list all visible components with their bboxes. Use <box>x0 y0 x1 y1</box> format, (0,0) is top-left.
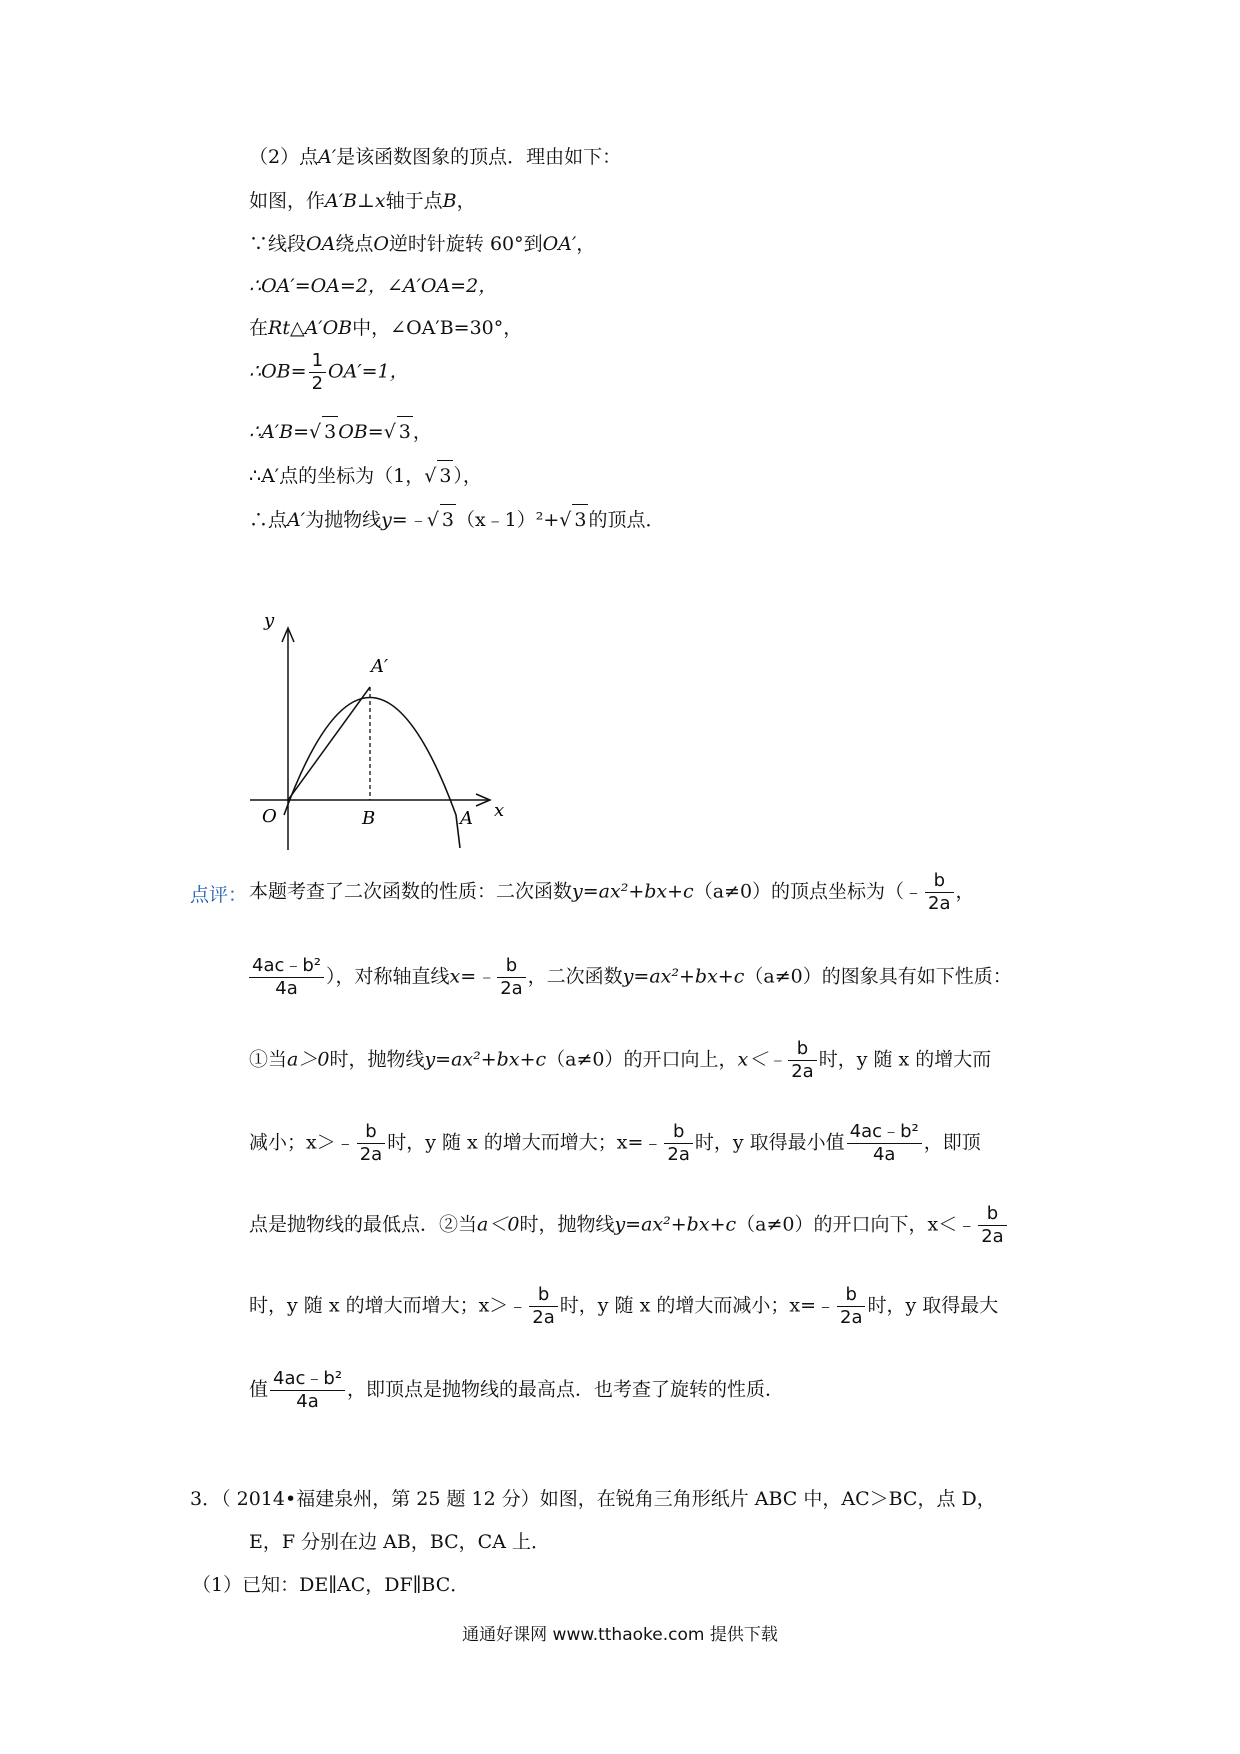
radicand: 3 <box>322 416 338 447</box>
numerator: 4ac﹣b² <box>270 1368 345 1391</box>
math-expr: y=﹣ <box>381 509 427 531</box>
text: （2）点 <box>249 146 319 168</box>
text: （a≠0）的开口向下，x＜﹣ <box>736 1213 977 1236</box>
sqrt-icon: √ <box>559 509 572 531</box>
text: 逆时针旋转 60°到 <box>388 233 543 255</box>
numerator: 4ac﹣b² <box>249 955 324 978</box>
solution-line-9 <box>249 504 665 535</box>
text: ①当 <box>249 1048 288 1071</box>
text: ， <box>955 880 975 903</box>
text: 为抛物线 <box>305 509 382 531</box>
solution-line-3 <box>249 229 595 259</box>
label-a: A <box>460 808 473 829</box>
solution-line-5 <box>249 313 522 343</box>
text: 点是抛物线的最低点．②当 <box>249 1213 478 1236</box>
fraction <box>837 1284 865 1329</box>
numerator: b <box>837 1284 865 1307</box>
math-expr: ∴A′B= <box>249 421 310 443</box>
review-line-7 <box>249 1368 784 1413</box>
math-expr: （x﹣1）²+ <box>455 509 560 531</box>
fraction <box>847 1121 922 1166</box>
radicand: 3 <box>572 504 588 535</box>
text: 时，y 取得最小值 <box>694 1131 845 1154</box>
math-expr: A′B⊥x <box>325 190 386 212</box>
text: 绕点 <box>335 233 374 255</box>
review-line-5 <box>249 1203 1009 1248</box>
solution-line-2 <box>249 186 476 216</box>
text: 中，∠OA′B=30°， <box>352 317 523 339</box>
math-expr: OA′=1， <box>328 360 409 383</box>
sqrt-icon: √ <box>383 421 396 443</box>
fraction <box>497 955 525 1000</box>
text: 时，抛物线 <box>519 1213 615 1236</box>
denominator: 2a <box>667 1144 690 1165</box>
math-var: A′ <box>318 146 337 168</box>
denominator: 2a <box>532 1307 555 1328</box>
denominator: 4a <box>296 1391 319 1412</box>
math-expr: a＞0 <box>287 1048 330 1071</box>
text: 的顶点． <box>588 509 665 531</box>
label-b: B <box>362 808 376 829</box>
denominator: 2a <box>928 893 951 914</box>
numerator: 4ac﹣b² <box>847 1121 922 1144</box>
fraction <box>249 955 324 1000</box>
denominator: 2a <box>359 1144 383 1165</box>
text: 时，y 随 x 的增大而减小；x=﹣ <box>559 1294 835 1317</box>
math-expr: y=ax²+bx+c <box>614 1213 737 1236</box>
label-x: x <box>494 800 505 821</box>
problem3-line-3: （1）已知：DE∥AC，DF∥BC． <box>192 1574 470 1596</box>
numerator: b <box>978 1203 1006 1226</box>
label-a-prime: A′ <box>371 656 389 677</box>
text: ），对称轴直线 <box>326 965 450 988</box>
text: 是该函数图象的顶点．理由如下： <box>336 146 622 168</box>
text: 轴于点 <box>385 190 443 212</box>
text: ）， <box>453 465 482 487</box>
math-var: OA′ <box>542 233 577 255</box>
text: 时，y 随 x 的增大而增大；x=﹣ <box>387 1131 663 1154</box>
text: ∴A′点的坐标为（1， <box>249 465 425 487</box>
sqrt-icon: √ <box>424 465 437 487</box>
text: ， <box>412 421 432 443</box>
text: ， <box>456 190 476 212</box>
text: ，二次函数 <box>527 965 623 988</box>
radicand: 3 <box>397 416 413 447</box>
page-footer: 通通好课网 www.tthaoke.com 提供下载 <box>462 1625 778 1645</box>
text: ，即顶 <box>923 1131 981 1154</box>
math-expr: a＜0 <box>477 1213 520 1236</box>
solution-line-6 <box>249 350 409 395</box>
radicand: 3 <box>440 504 456 535</box>
sqrt-icon: √ <box>309 421 322 443</box>
text: 时，y 取得最大 <box>867 1294 999 1317</box>
numerator: b <box>357 1121 385 1144</box>
sqrt-icon: √ <box>426 509 439 531</box>
segment-o-a-prime <box>288 687 370 800</box>
text: ∵线段 <box>249 233 307 255</box>
math-expr: x＜﹣ <box>737 1048 787 1071</box>
fraction <box>978 1203 1006 1248</box>
text: 时，y 随 x 的增大而 <box>818 1048 992 1071</box>
fraction <box>664 1121 692 1166</box>
denominator: 2 <box>311 373 324 394</box>
math-expr: y=ax²+bx+c <box>424 1048 547 1071</box>
math-expr: y=ax²+bx+c <box>622 965 745 988</box>
math-var: O <box>373 233 389 255</box>
text: 在 <box>249 317 269 339</box>
numerator: b <box>664 1121 692 1144</box>
review-tag: 点评： <box>190 884 248 906</box>
text: 如图，作 <box>249 190 326 212</box>
numerator: b <box>788 1038 816 1061</box>
text: 减小；x＞﹣ <box>249 1131 355 1154</box>
text: ∴点 <box>249 509 288 531</box>
review-line-2 <box>249 955 1012 1000</box>
fraction <box>357 1121 385 1166</box>
fraction <box>270 1368 345 1413</box>
solution-line-7 <box>249 416 432 447</box>
solution-line-4: ∴OA′=OA=2，∠A′OA=2， <box>249 275 498 297</box>
text: 值 <box>249 1378 269 1401</box>
text: （a≠0）的图象具有如下性质： <box>744 965 1012 988</box>
fraction-half <box>309 350 326 395</box>
review-line-4 <box>249 1121 981 1166</box>
math-var: OA <box>306 233 336 255</box>
numerator: 1 <box>309 350 326 373</box>
text: ， <box>576 233 596 255</box>
text: ，即顶点是抛物线的最高点．也考查了旋转的性质． <box>347 1378 785 1401</box>
math-expr: y=ax²+bx+c <box>572 880 694 903</box>
math-expr: ∴OB= <box>249 360 307 383</box>
numerator: b <box>925 870 953 893</box>
fraction <box>529 1284 557 1329</box>
denominator: 4a <box>275 978 298 999</box>
math-expr: Rt△A′OB <box>268 317 353 339</box>
fraction <box>788 1038 816 1083</box>
problem3-line-1: 3．（ 2014•福建泉州，第 25 题 12 分）如图，在锐角三角形纸片 ABC 中，AC＞BC，点 D， <box>190 1488 996 1510</box>
math-var: A′ <box>287 509 306 531</box>
text: （a≠0）的顶点坐标为（﹣ <box>693 880 924 903</box>
label-y: y <box>264 610 275 631</box>
text: 时，抛物线 <box>329 1048 425 1071</box>
review-line-6 <box>249 1284 998 1329</box>
radicand: 3 <box>437 460 453 491</box>
review-line-1 <box>249 870 975 915</box>
solution-line-1 <box>249 142 621 172</box>
solution-line-8 <box>249 460 482 491</box>
parabola-figure <box>240 610 520 860</box>
denominator: 2a <box>840 1307 863 1328</box>
review-line-3 <box>249 1038 991 1083</box>
denominator: 4a <box>872 1144 896 1165</box>
math-expr: OB= <box>338 421 384 443</box>
math-expr: x=﹣ <box>449 965 496 988</box>
denominator: 2a <box>500 978 523 999</box>
math-var: B <box>442 190 457 212</box>
text: 本题考查了二次函数的性质：二次函数 <box>249 880 573 903</box>
problem3-line-2: E，F 分别在边 AB，BC，CA 上． <box>249 1531 550 1553</box>
denominator: 2a <box>981 1226 1004 1247</box>
fraction <box>925 870 953 915</box>
numerator: b <box>529 1284 557 1307</box>
label-o: O <box>262 806 277 827</box>
numerator: b <box>497 955 525 978</box>
text: （a≠0）的开口向上， <box>546 1048 738 1071</box>
denominator: 2a <box>791 1061 814 1082</box>
text: 时，y 随 x 的增大而增大；x＞﹣ <box>249 1294 528 1317</box>
